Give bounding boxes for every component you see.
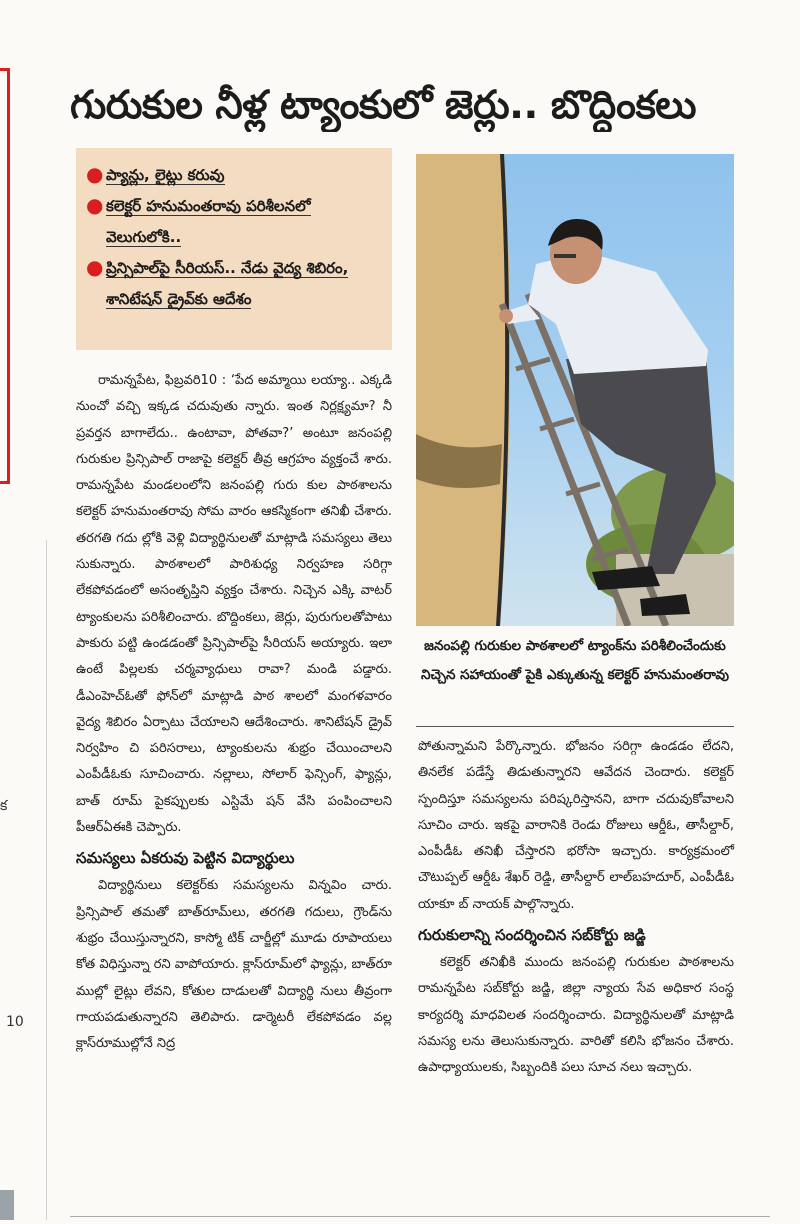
bullet-icon: ●	[86, 255, 104, 279]
headline: గురుకుల నీళ్ల ట్యాంకులో జెర్లు.. బొద్దింకలు	[70, 83, 696, 128]
adjacent-article-frame	[0, 68, 10, 484]
article-subheading: సమస్యలు ఏకరువు పెట్టిన విద్యార్థులు	[76, 849, 295, 868]
adjacent-text-fragment: క	[0, 798, 8, 814]
article-column-1	[76, 368, 392, 1057]
highlight-item	[86, 160, 384, 191]
highlight-item	[86, 253, 384, 315]
highlight-item	[86, 191, 384, 253]
adjacent-text-fragment: 10	[6, 1014, 24, 1030]
article-paragraph: విద్యార్థినులు కలెక్టర్‌కు సమస్యలను విన్నవిం చారు. ప్రిన్సిపాల్ తమతో బాత్‌రూమ్‌లు, తరగతి గదులు, గ్రౌండ్‌ను శుభ్రం చేయిస్తున్నారని, కాస్మో టిక్ చార్జీల్లో మూడు రూపాయలు కోత విధిస్తున్నా రని వాపోయారు. క్లాస్‌రూమ్‌లో ఫ్యాన్లు, బాత్‌రూ ముల్లో లైట్లు లేవని, కోతుల దాడులతో విద్యార్థి నులు తీవ్రంగా గాయపడుతున్నారని తెలిపారు. డార్మెటరీ లేకపోవడం వల్ల క్లాస్‌రూముల్లోనే నిద్ర	[76, 878, 392, 1052]
bullet-icon: ●	[86, 162, 104, 186]
column-divider	[46, 540, 47, 1220]
highlight-text: ప్రిన్సిపాల్‌పై సీరియస్.. నేడు వైద్య శిబిరం, శానిటేషన్ డ్రైవ్‌కు ఆదేశం	[106, 259, 349, 308]
highlight-text: ప్యాన్లు, లైట్లు కరువు	[106, 166, 225, 184]
article-column-2	[418, 734, 734, 1082]
collector-ladder-illustration	[416, 154, 734, 626]
article-photo	[416, 154, 734, 626]
bottom-divider	[70, 1216, 770, 1217]
article-subheading: గురుకులాన్ని సందర్శించిన సబ్‌కోర్టు జడ్జి	[418, 926, 646, 945]
caption-divider	[416, 726, 734, 727]
article-paragraph: రామన్నపేట, ఫిబ్రవరి10 : ‘పేద అమ్మాయి లయ్యా.. ఎక్కడి నుంచో వచ్చి ఇక్కడ చదువుతు న్నారు. ఇంత నిర్లక్ష్యమా? నీ ప్రవర్తన బాగాలేదు.. ఉంటావా, పోతవా?’ అంటూ జనంపల్లి గురుకుల ప్రిన్సిపాల్ రాజాపై కలెక్టర్ తీవ్ర ఆగ్రహం వ్యక్తంచే శారు. రామన్నపేట మండలంలోని జనంపల్లి గురు కుల పాఠశాలను కలెక్టర్ హనుమంతరావు సోమ వారం ఆకస్మికంగా తనిఖీ చేశారు. తరగతి గదు ల్లోకి వెళ్లి విద్యార్థినులతో మాట్లాడి సమస్యలు తెలు సుకున్నారు. పాఠశాలలో పారిశుధ్య నిర్వహణ సరిగ్గా లేకపోవడంలో అసంతృప్తిని వ్యక్తం చేశారు. నిచ్చెన ఎక్కి వాటర్ ట్యాంకులను పరిశీలించారు. బొద్దింకలు, జెర్లు, పురుగులతోపాటు పాకురు పట్టి ఉండడంతో ప్రిన్సిపాల్‌పై సీరియస్ అయ్యారు. ఇలా ఉంటే పిల్లలకు చర్మవ్యాధులు రావా? మండి పడ్డారు. డీఎంహెచ్ఓతో ఫోన్‌లో మాట్లాడి పాఠ శాలలో మంగళవారం వైద్య శిబిరం ఏర్పాటు చేయాలని ఆదేశించారు. శానిటేషన్ డ్రైవ్ నిర్వహిం చి పరిసరాలు, ట్యాంకులను శుభ్రం చేయించాలని ఎంపీడీఓకు సూచించారు. నల్లాలు, సోలార్ ఫెన్సింగ్, ఫ్యాన్లు, బాత్ రూమ్ పైకప్పులకు ఎస్టిమే షన్ వేసి పంపించాలని పీఆర్ఏఈకి చెప్పారు.	[76, 373, 392, 836]
highlights-box	[76, 148, 392, 350]
highlight-text: కలెక్టర్ హనుమంతరావు పరిశీలనలో వెలుగులోకి..	[106, 197, 311, 246]
article-paragraph: కలెక్టర్ తనిఖీకి ముందు జనంపల్లి గురుకుల పాఠశాలను రామన్నపేట సబ్‌కోర్టు జడ్జి, జిల్లా న్యాయ సేవ అధికార సంస్థ కార్యదర్శి మాధవిలత సందర్శించారు. విద్యార్థినులతో మాట్లాడి సమస్య లను తెలుసుకున్నారు. వారితో కలిసి భోజనం చేశారు. ఉపాధ్యాయులకు, సిబ్బందికి పలు సూచ నలు ఇచ్చారు.	[418, 955, 734, 1076]
bullet-icon: ●	[86, 193, 104, 217]
adjacent-image-fragment	[0, 1190, 14, 1220]
article-paragraph: పోతున్నామని పేర్కొన్నారు. భోజనం సరిగ్గా ఉండడం లేదని, తినలేక పడేస్తే తిడుతున్నారని ఆవేదన చెందారు. కలెక్టర్ స్పందిస్తూ సమస్యలను పరిష్కరిస్తానని, బాగా చదువుకోవాలని సూచిం చారు. ఇకపై వారానికి రెండు రోజులు ఆర్డీఓ, తాసీల్దార్, ఎంపీడీఓ తనిఖీ చేస్తారని భరోసా ఇచ్చారు. కార్యక్రమంలో చౌటుప్పల్ ఆర్డీఓ శేఖర్ రెడ్డి, తాసీల్దార్ లాల్‌బహదూర్, ఎంపీడీఓ యాకూ బ్ నాయక్ పాల్గొన్నారు.	[418, 739, 734, 912]
photo-caption: జనంపల్లి గురుకుల పాఠశాలలో ట్యాంక్‌ను పరిశీలించేందుకు నిచ్చెన సహాయంతో పైకి ఎక్కుతున్న కలెక్టర్ హనుమంతరావు	[420, 638, 730, 683]
